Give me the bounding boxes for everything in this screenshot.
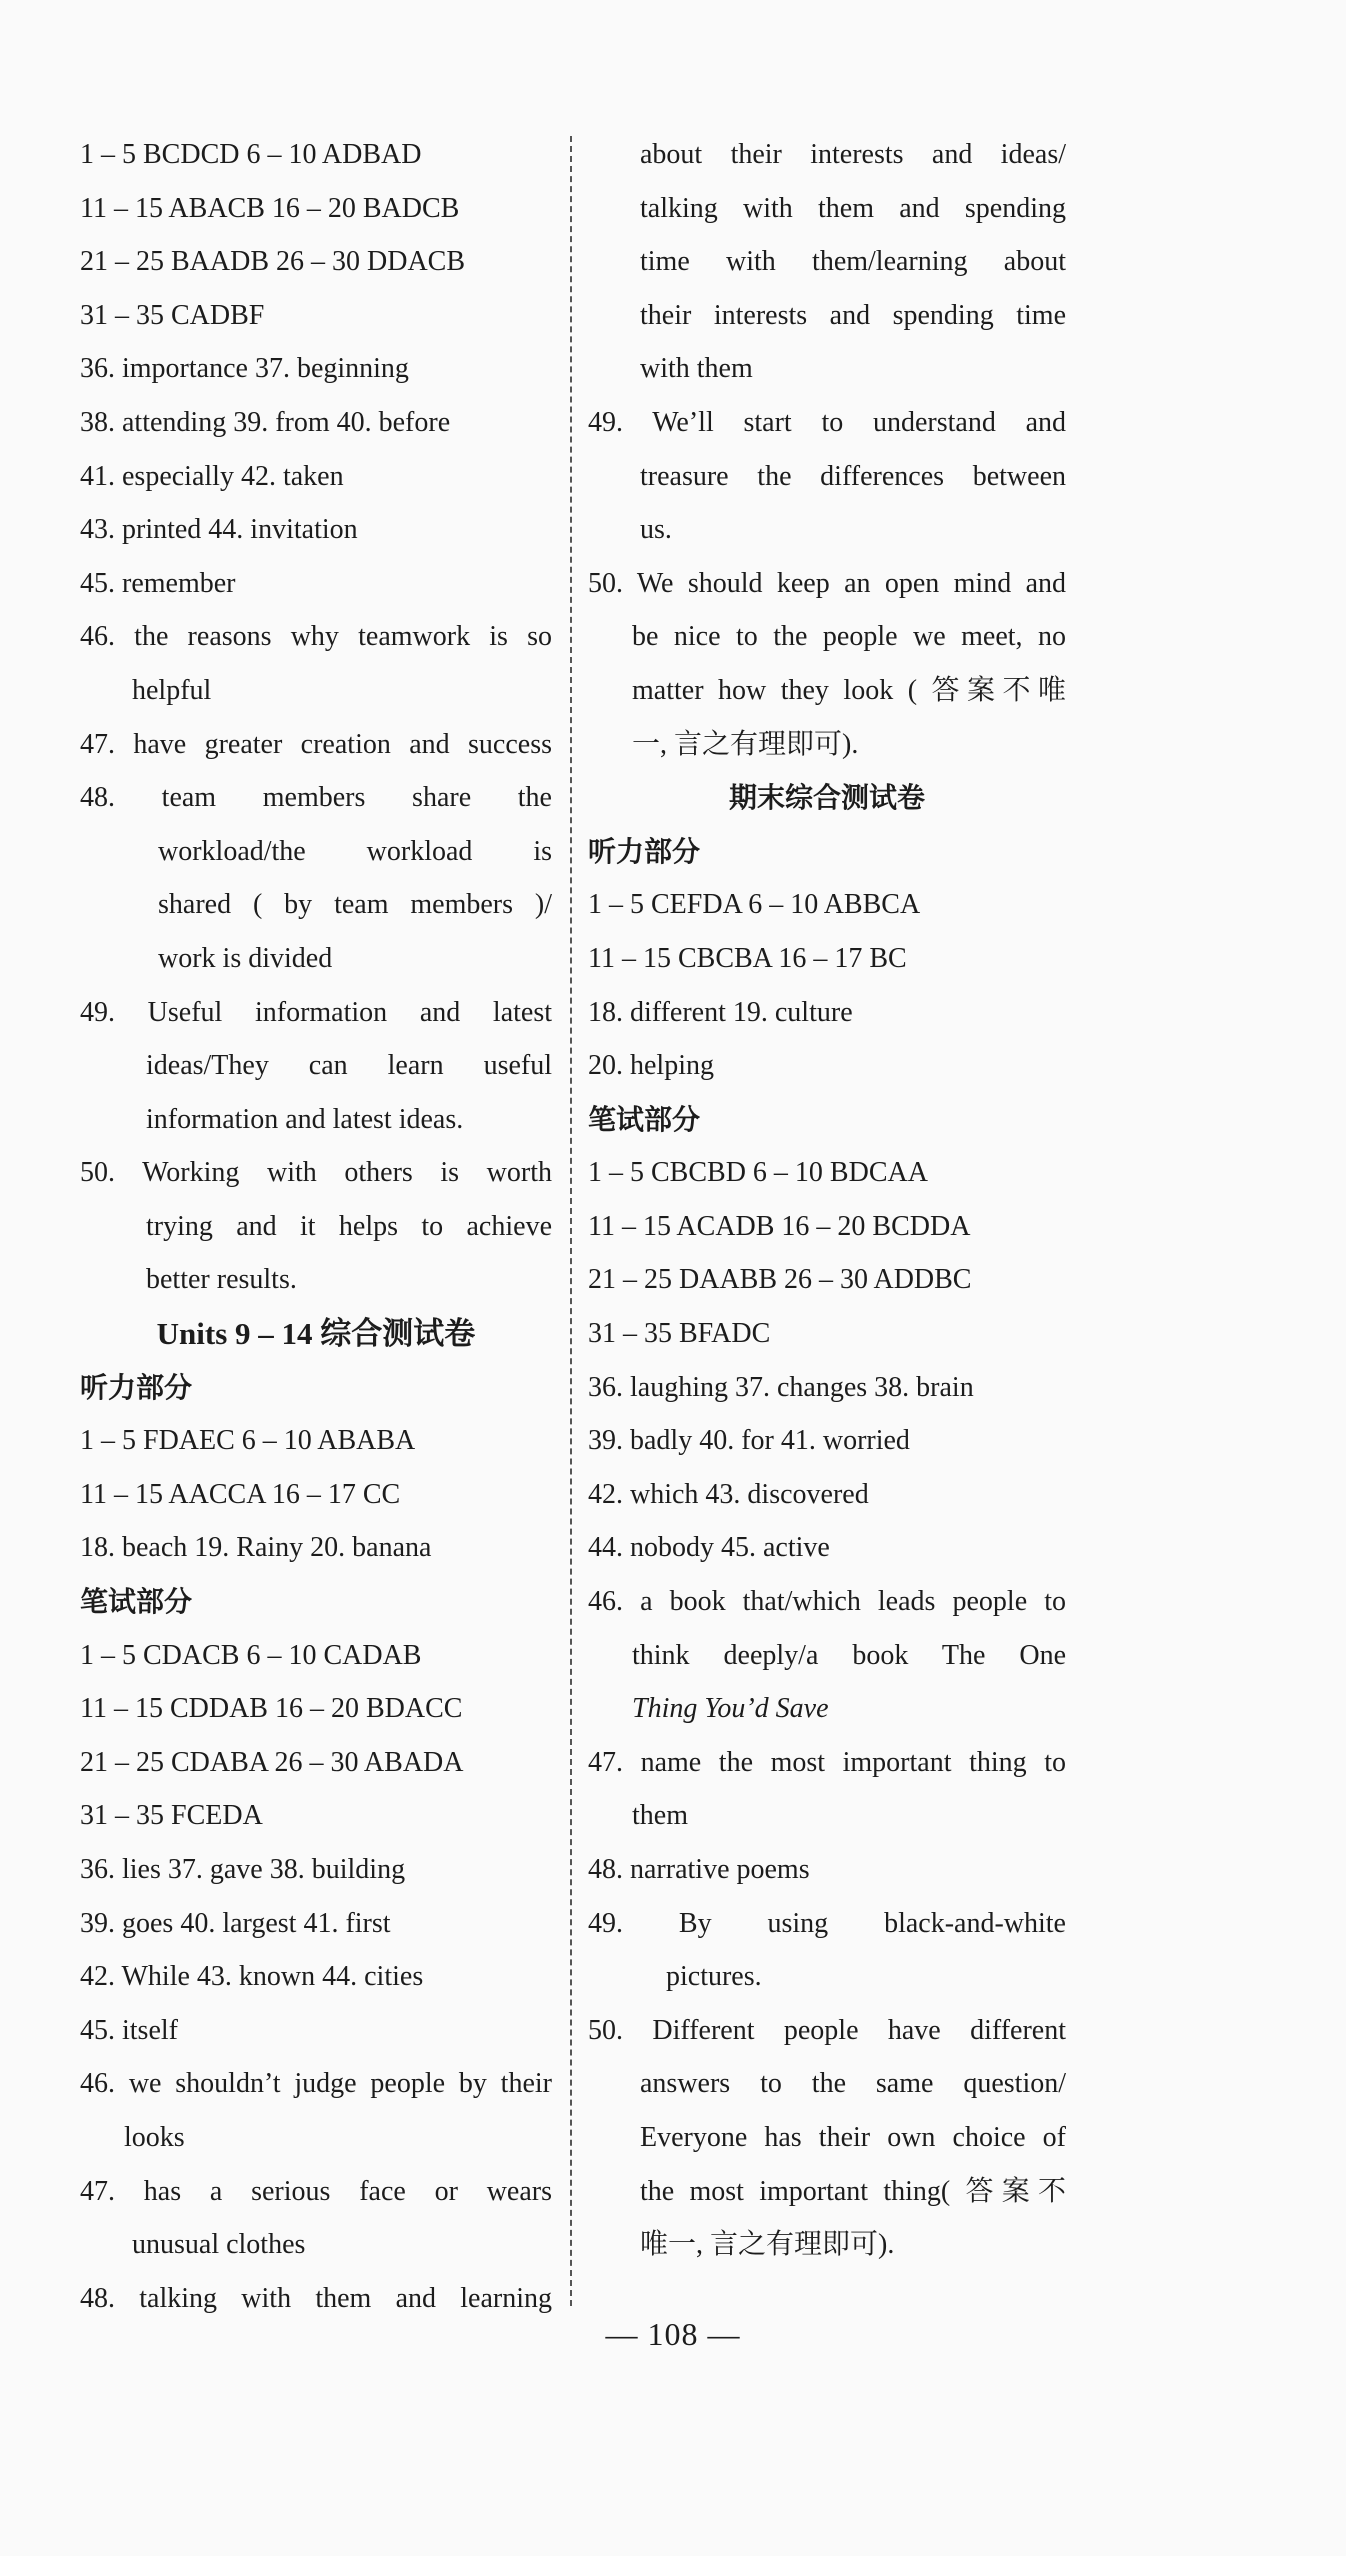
answer-line: with them	[640, 353, 753, 385]
section-title: Units 9 – 14 综合测试卷	[156, 1316, 476, 1352]
answer-line: 20. helping	[588, 1050, 714, 1082]
answer-line: 31 – 35 FCEDA	[80, 1800, 263, 1832]
answer-line: 1 – 5 BCDCD 6 – 10 ADBAD	[80, 139, 422, 170]
answer-line: matter how they look ( 答案不唯	[632, 674, 1066, 706]
section-subtitle: 听力部分	[588, 834, 701, 868]
answer-line: 44. nobody 45. active	[588, 1532, 830, 1564]
answer-line: 50. We should keep an open mind and	[588, 567, 1066, 599]
answer-line: unusual clothes	[132, 2229, 306, 2261]
answer-line: Everyone has their own choice of	[640, 2121, 1066, 2153]
answer-line: us.	[640, 514, 672, 546]
answer-line: 47. has a serious face or wears	[80, 2175, 552, 2207]
answer-line: 46. a book that/which leads people to	[588, 1586, 1066, 1618]
answer-line: information and latest ideas.	[146, 1103, 464, 1135]
answer-line: be nice to the people we meet, no	[632, 621, 1066, 653]
answer-line: 唯一, 言之有理即可).	[640, 2229, 895, 2261]
section-subtitle: 听力部分	[80, 1370, 193, 1404]
answer-line: 50. Different people have different	[588, 2014, 1066, 2046]
answer-line: 11 – 15 CDDAB 16 – 20 BDACC	[80, 1693, 463, 1725]
answer-line: 42. While 43. known 44. cities	[80, 1961, 424, 1993]
answer-line: 18. different 19. culture	[588, 996, 853, 1028]
answer-line: 31 – 35 CADBF	[80, 299, 265, 331]
column-divider	[570, 136, 572, 2306]
answer-line: 39. goes 40. largest 41. first	[80, 1907, 391, 1939]
answer-line: 11 – 15 ABACB 16 – 20 BADCB	[80, 192, 460, 224]
answer-line: 43. printed 44. invitation	[80, 514, 358, 546]
answer-line: 48. team members share the	[80, 782, 552, 814]
answer-line: ideas/They can learn useful	[146, 1050, 552, 1082]
answer-line: 11 – 15 ACADB 16 – 20 BCDDA	[588, 1210, 971, 1242]
answer-line: 46. we shouldn’t judge people by their	[80, 2068, 552, 2100]
answer-line: their interests and spending time	[640, 299, 1066, 331]
answer-line: think deeply/a book The One	[632, 1639, 1066, 1671]
right-column	[588, 128, 1066, 2272]
answer-line: better results.	[146, 1264, 297, 1296]
answer-line: looks	[124, 2121, 185, 2153]
answer-line: pictures.	[666, 1961, 762, 1993]
answer-line: 45. remember	[80, 567, 236, 599]
answer-line: 49. We’ll start to understand and	[588, 406, 1066, 438]
answer-line: 50. Working with others is worth	[80, 1157, 552, 1189]
answer-line: 21 – 25 DAABB 26 – 30 ADDBC	[588, 1264, 972, 1296]
answer-line: 41. especially 42. taken	[80, 460, 344, 492]
answer-line: 18. beach 19. Rainy 20. banana	[80, 1532, 432, 1564]
answer-line: trying and it helps to achieve	[146, 1210, 552, 1242]
left-column	[80, 128, 552, 2325]
answer-line: them	[632, 1800, 688, 1832]
answer-line: 48. narrative poems	[588, 1854, 810, 1885]
answer-line: 42. which 43. discovered	[588, 1478, 869, 1510]
answer-line: 1 – 5 CBCBD 6 – 10 BDCAA	[588, 1157, 928, 1189]
section-title: 期末综合测试卷	[728, 781, 925, 815]
answer-line: 36. lies 37. gave 38. building	[80, 1854, 406, 1885]
answer-line: time with them/learning about	[640, 246, 1066, 278]
answer-line: workload/the workload is	[158, 835, 552, 867]
answer-line: about their interests and ideas/	[640, 139, 1066, 170]
answer-line: 1 – 5 FDAEC 6 – 10 ABABA	[80, 1425, 416, 1457]
answer-line: Thing You’d Save	[632, 1693, 829, 1725]
answer-line: 36. importance 37. beginning	[80, 353, 409, 385]
answer-line: 21 – 25 CDABA 26 – 30 ABADA	[80, 1746, 464, 1778]
answer-line: 11 – 15 CBCBA 16 – 17 BC	[588, 942, 907, 974]
answer-line: treasure the differences between	[640, 460, 1066, 492]
answer-line: 11 – 15 AACCA 16 – 17 CC	[80, 1478, 401, 1510]
answer-line: 49. By using black-and-white	[588, 1907, 1066, 1939]
answer-line: 21 – 25 BAADB 26 – 30 DDACB	[80, 246, 466, 278]
answer-line: helpful	[132, 674, 212, 706]
section-subtitle: 笔试部分	[588, 1102, 701, 1136]
answer-line: 47. have greater creation and success	[80, 728, 552, 760]
answer-line: talking with them and spending	[640, 192, 1066, 224]
answer-line: the most important thing( 答案不	[640, 2175, 1066, 2207]
answer-line: shared ( by team members )/	[158, 889, 552, 921]
answer-line: 49. Useful information and latest	[80, 996, 552, 1028]
answer-line: 31 – 35 BFADC	[588, 1318, 771, 1350]
answer-line: 1 – 5 CEFDA 6 – 10 ABBCA	[588, 889, 921, 921]
section-subtitle: 笔试部分	[80, 1585, 193, 1619]
answer-line: work is divided	[158, 942, 333, 974]
answer-line: 47. name the most important thing to	[588, 1746, 1066, 1778]
answer-line: 一, 言之有理即可).	[632, 728, 859, 760]
answer-line: 45. itself	[80, 2014, 178, 2046]
answer-line: 48. talking with them and learning	[80, 2282, 552, 2314]
answer-line: 38. attending 39. from 40. before	[80, 406, 451, 438]
answer-line: 36. laughing 37. changes 38. brain	[588, 1371, 974, 1403]
answer-line: 1 – 5 CDACB 6 – 10 CADAB	[80, 1639, 422, 1671]
page-number: — 108 —	[605, 2316, 741, 2352]
answer-line: answers to the same question/	[640, 2068, 1066, 2100]
answer-line: 46. the reasons why teamwork is so	[80, 621, 552, 653]
answer-line: 39. badly 40. for 41. worried	[588, 1425, 910, 1457]
